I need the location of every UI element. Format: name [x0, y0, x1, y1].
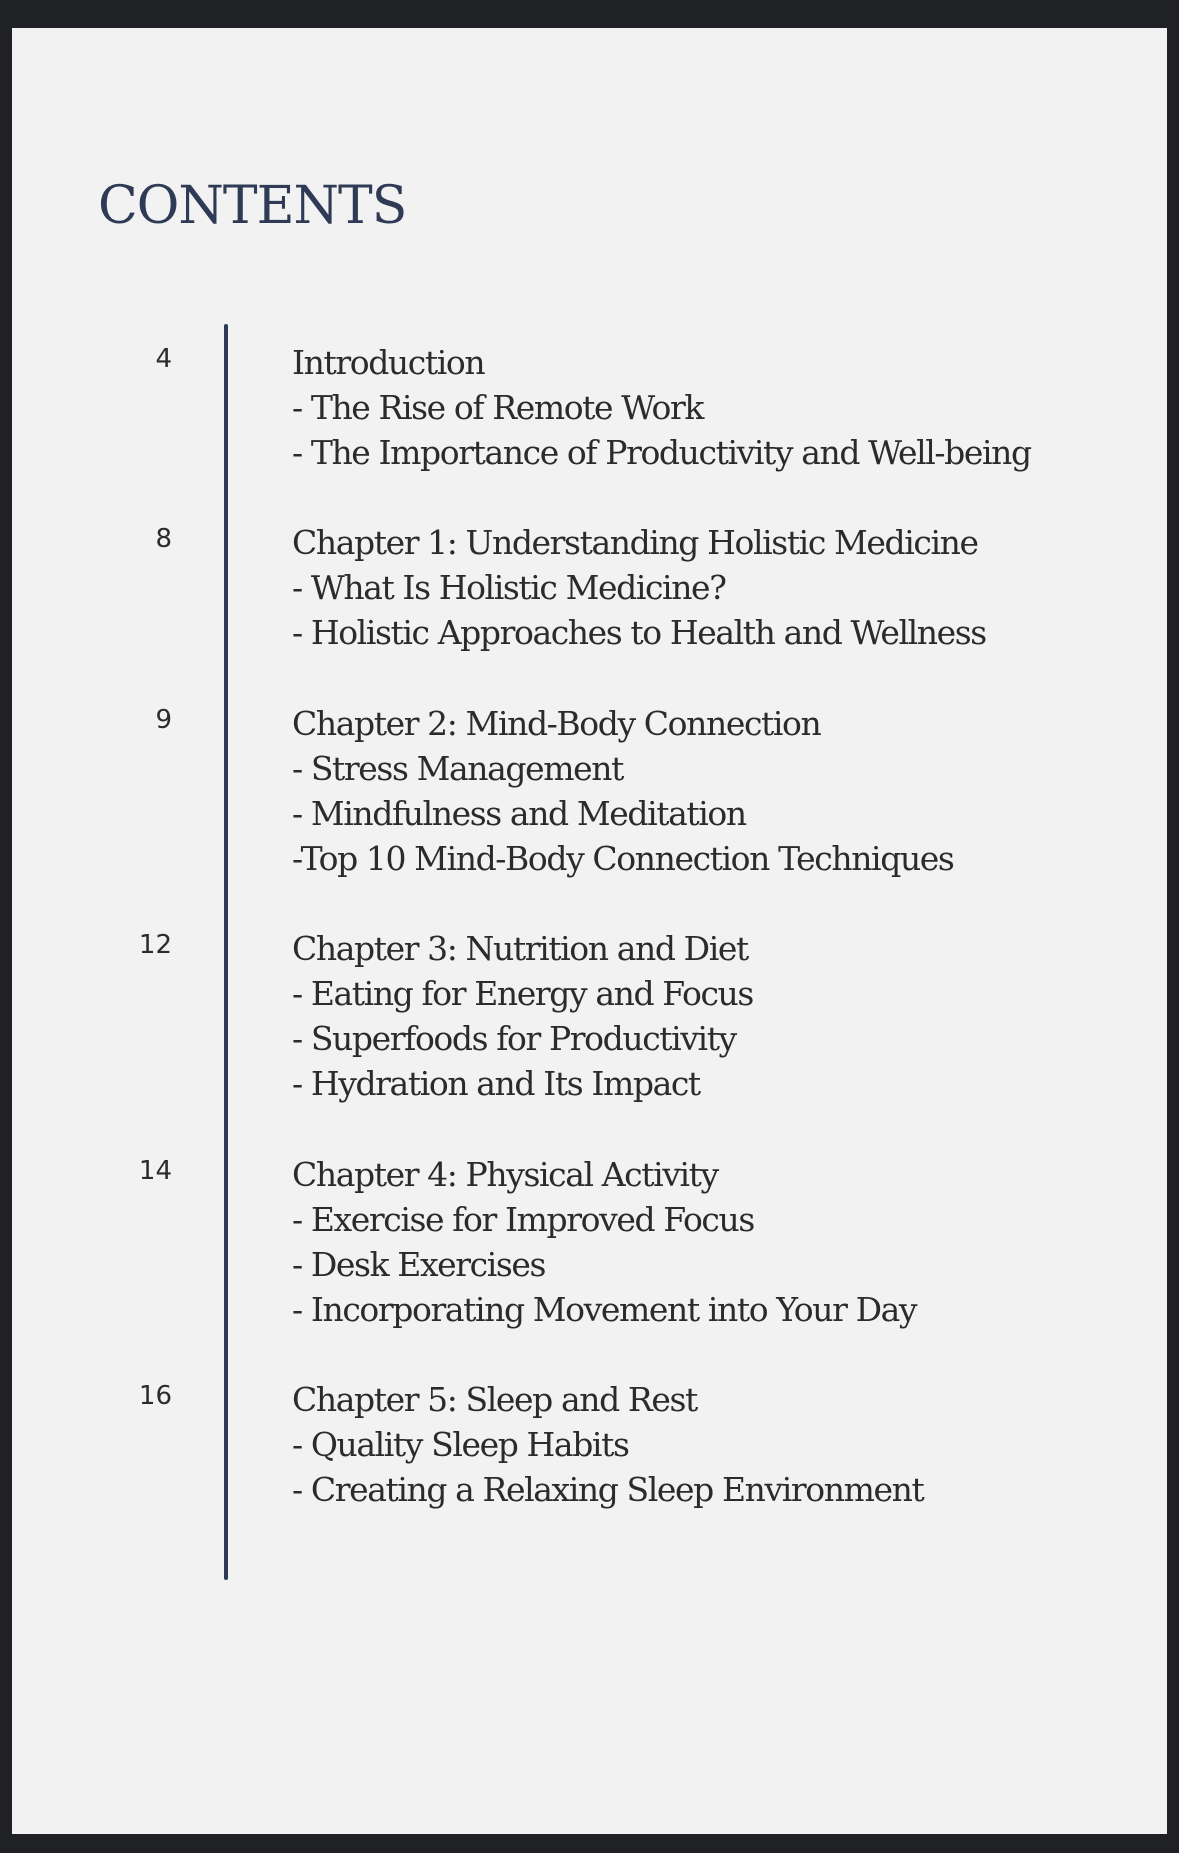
toc-heading: Chapter 1: Understanding Holistic Medicine — [292, 523, 978, 562]
toc-subitem: - Hydration and Its Impact — [292, 1064, 700, 1103]
toc-subitem: - Eating for Energy and Focus — [292, 974, 753, 1013]
toc-entry-text — [292, 1377, 923, 1512]
toc-page-number: 12 — [138, 930, 172, 960]
toc-subitem: - Exercise for Improved Focus — [292, 1200, 754, 1239]
toc-page-number: 14 — [138, 1156, 172, 1186]
toc-subitem: - Holistic Approaches to Health and Wellness — [292, 613, 986, 652]
toc-heading: Chapter 4: Physical Activity — [292, 1155, 718, 1194]
toc-heading: Introduction — [292, 343, 485, 382]
toc-page-number: 16 — [138, 1381, 172, 1411]
toc-heading: Chapter 2: Mind-Body Connection — [292, 704, 821, 743]
toc-page-number: 8 — [155, 524, 172, 554]
toc-subitem: - The Importance of Productivity and Well-being — [292, 433, 1031, 472]
toc-heading: Chapter 3: Nutrition and Diet — [292, 929, 748, 968]
toc-entry-text — [292, 701, 953, 881]
toc-subitem: - What Is Holistic Medicine? — [292, 568, 726, 607]
toc-subitem: - Creating a Relaxing Sleep Environment — [292, 1470, 924, 1509]
page-title: CONTENTS — [98, 176, 407, 236]
toc-page-number: 4 — [155, 344, 172, 374]
toc-subitem: - Desk Exercises — [292, 1245, 546, 1284]
toc-entry-text — [292, 520, 986, 655]
toc-subitem: -Top 10 Mind-Body Connection Techniques — [292, 839, 954, 878]
toc-heading: Chapter 5: Sleep and Rest — [292, 1380, 697, 1419]
toc-entry-text — [292, 1152, 916, 1332]
document-page — [12, 28, 1167, 1834]
toc-subitem: - Incorporating Movement into Your Day — [292, 1290, 917, 1329]
toc-entry-text — [292, 340, 1031, 475]
vertical-divider — [224, 324, 228, 1580]
toc-subitem: - Mindfulness and Meditation — [292, 794, 746, 833]
toc-subitem: - The Rise of Remote Work — [292, 388, 703, 427]
toc-subitem: - Superfoods for Productivity — [292, 1019, 736, 1058]
toc-subitem: - Stress Management — [292, 749, 623, 788]
toc-page-number: 9 — [155, 705, 172, 735]
toc-entry-text — [292, 926, 753, 1106]
toc-subitem: - Quality Sleep Habits — [292, 1425, 629, 1464]
